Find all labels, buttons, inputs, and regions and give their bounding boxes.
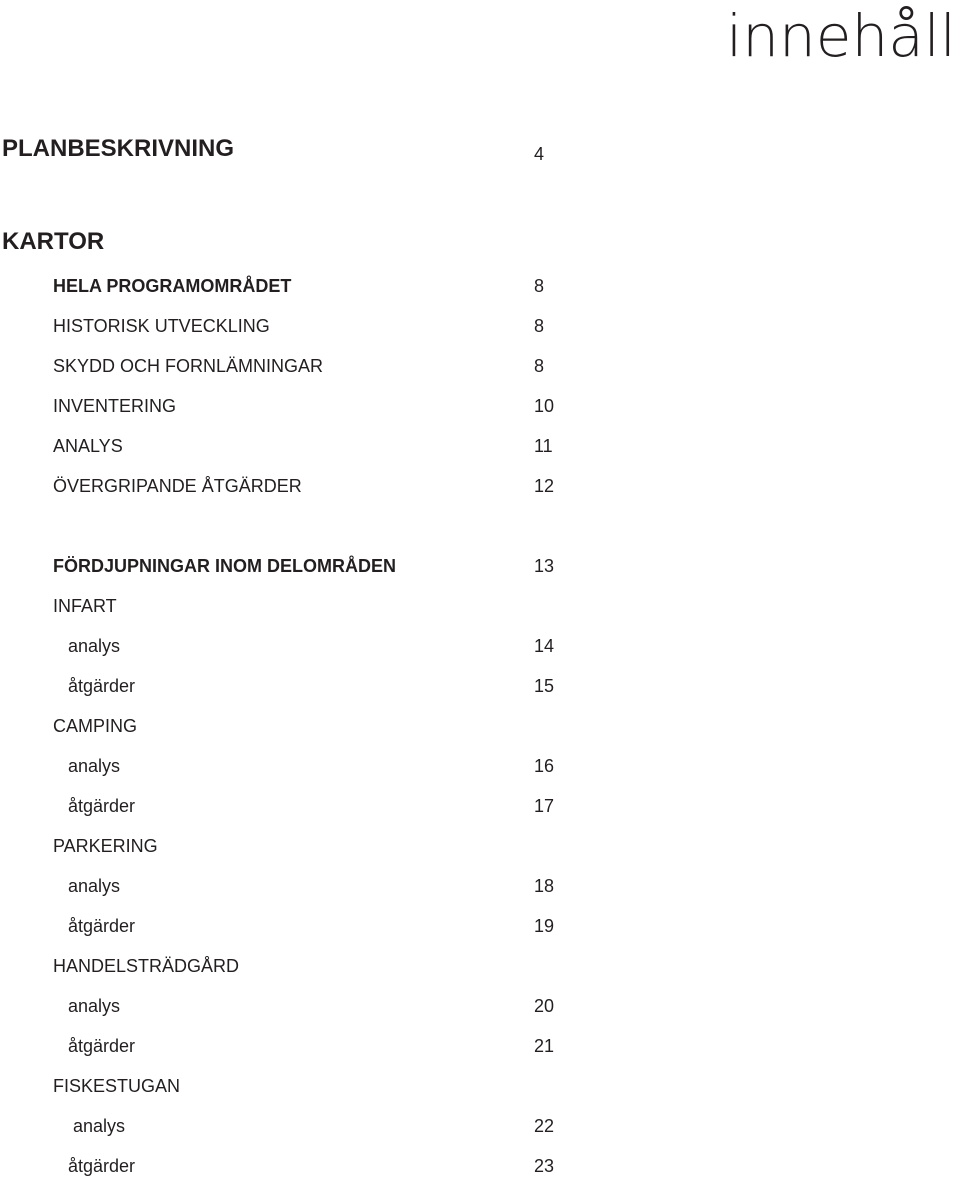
toc-entry-fiskestugan-atgarder[interactable]: [0, 1152, 960, 1180]
toc-entry-analys[interactable]: [0, 432, 960, 460]
toc-group-label: FISKESTUGAN: [53, 1076, 181, 1096]
toc-group-label: CAMPING: [53, 716, 138, 736]
toc-group-handelstradgard: [0, 952, 960, 980]
toc-entry-label: HELA PROGRAMOMRÅDET: [53, 276, 292, 296]
toc-entry-page: 8: [534, 356, 545, 376]
toc-entry-label: SKYDD OCH FORNLÄMNINGAR: [53, 356, 324, 376]
toc-entry-fordjupningar[interactable]: [0, 552, 960, 580]
toc-entry-label: analys: [68, 756, 121, 776]
toc-entry-page: 10: [534, 396, 555, 416]
toc-entry-planbeskrivning[interactable]: [0, 135, 960, 163]
toc-group-camping: [0, 712, 960, 740]
toc-entry-page: 14: [534, 636, 555, 656]
toc-entry-label: åtgärder: [68, 1156, 136, 1176]
toc-entry-label: analys: [68, 876, 121, 896]
toc-entry-label: analys: [68, 636, 121, 656]
toc-entry-camping-atgarder[interactable]: [0, 792, 960, 820]
toc-group-infart: [0, 592, 960, 620]
toc-entry-label: HISTORISK UTVECKLING: [53, 316, 270, 336]
toc-entry-page: 20: [534, 996, 555, 1016]
toc-entry-page: 17: [534, 796, 555, 816]
toc-entry-page: 13: [534, 556, 555, 576]
toc-section-label: KARTOR: [2, 228, 105, 255]
toc-group-label: HANDELSTRÄDGÅRD: [53, 956, 240, 976]
toc-entry-label: FÖRDJUPNINGAR INOM DELOMRÅDEN: [53, 556, 397, 576]
toc-entry-inventering[interactable]: [0, 392, 960, 420]
toc-entry-label: ÖVERGRIPANDE ÅTGÄRDER: [53, 476, 302, 496]
toc-entry-page: 18: [534, 876, 555, 896]
toc-entry-handelstradgard-analys[interactable]: [0, 992, 960, 1020]
toc-entry-infart-analys[interactable]: [0, 632, 960, 660]
toc-group-fiskestugan: [0, 1072, 960, 1100]
toc-entry-handelstradgard-atgarder[interactable]: [0, 1032, 960, 1060]
toc-section-kartor: [0, 228, 960, 256]
toc-entry-page: 4: [534, 144, 545, 164]
toc-entry-label: åtgärder: [68, 796, 136, 816]
toc-entry-label: analys: [73, 1116, 126, 1136]
toc-entry-hela-programomradet[interactable]: [0, 272, 960, 300]
toc-entry-fiskestugan-analys[interactable]: [0, 1112, 960, 1140]
toc-entry-page: 12: [534, 476, 555, 496]
toc-entry-page: 23: [534, 1156, 555, 1176]
toc-entry-skydd-och-fornlamningar[interactable]: [0, 352, 960, 380]
toc-entry-page: 8: [534, 276, 545, 296]
toc-entry-camping-analys[interactable]: [0, 752, 960, 780]
toc-entry-page: 11: [534, 436, 553, 456]
toc-entry-label: PLANBESKRIVNING: [2, 135, 235, 162]
toc-entry-overgripande-atgarder[interactable]: [0, 472, 960, 500]
toc-entry-infart-atgarder[interactable]: [0, 672, 960, 700]
toc-entry-page: 19: [534, 916, 555, 936]
toc-group-parkering: [0, 832, 960, 860]
toc-group-label: INFART: [53, 596, 117, 616]
toc-entry-parkering-analys[interactable]: [0, 872, 960, 900]
toc-entry-label: ANALYS: [53, 436, 123, 456]
toc-entry-label: analys: [68, 996, 121, 1016]
toc-entry-page: 16: [534, 756, 555, 776]
toc-entry-label: INVENTERING: [53, 396, 177, 416]
toc-entry-page: 15: [534, 676, 555, 696]
toc-entry-parkering-atgarder[interactable]: [0, 912, 960, 940]
toc-entry-page: 21: [534, 1036, 555, 1056]
toc-entry-label: åtgärder: [68, 1036, 136, 1056]
page-title: innehåll: [726, 2, 956, 70]
toc-entry-label: åtgärder: [68, 916, 136, 936]
toc-group-label: PARKERING: [53, 836, 158, 856]
toc-entry-page: 22: [534, 1116, 555, 1136]
toc-entry-label: åtgärder: [68, 676, 136, 696]
toc-entry-historisk-utveckling[interactable]: [0, 312, 960, 340]
toc-entry-page: 8: [534, 316, 545, 336]
